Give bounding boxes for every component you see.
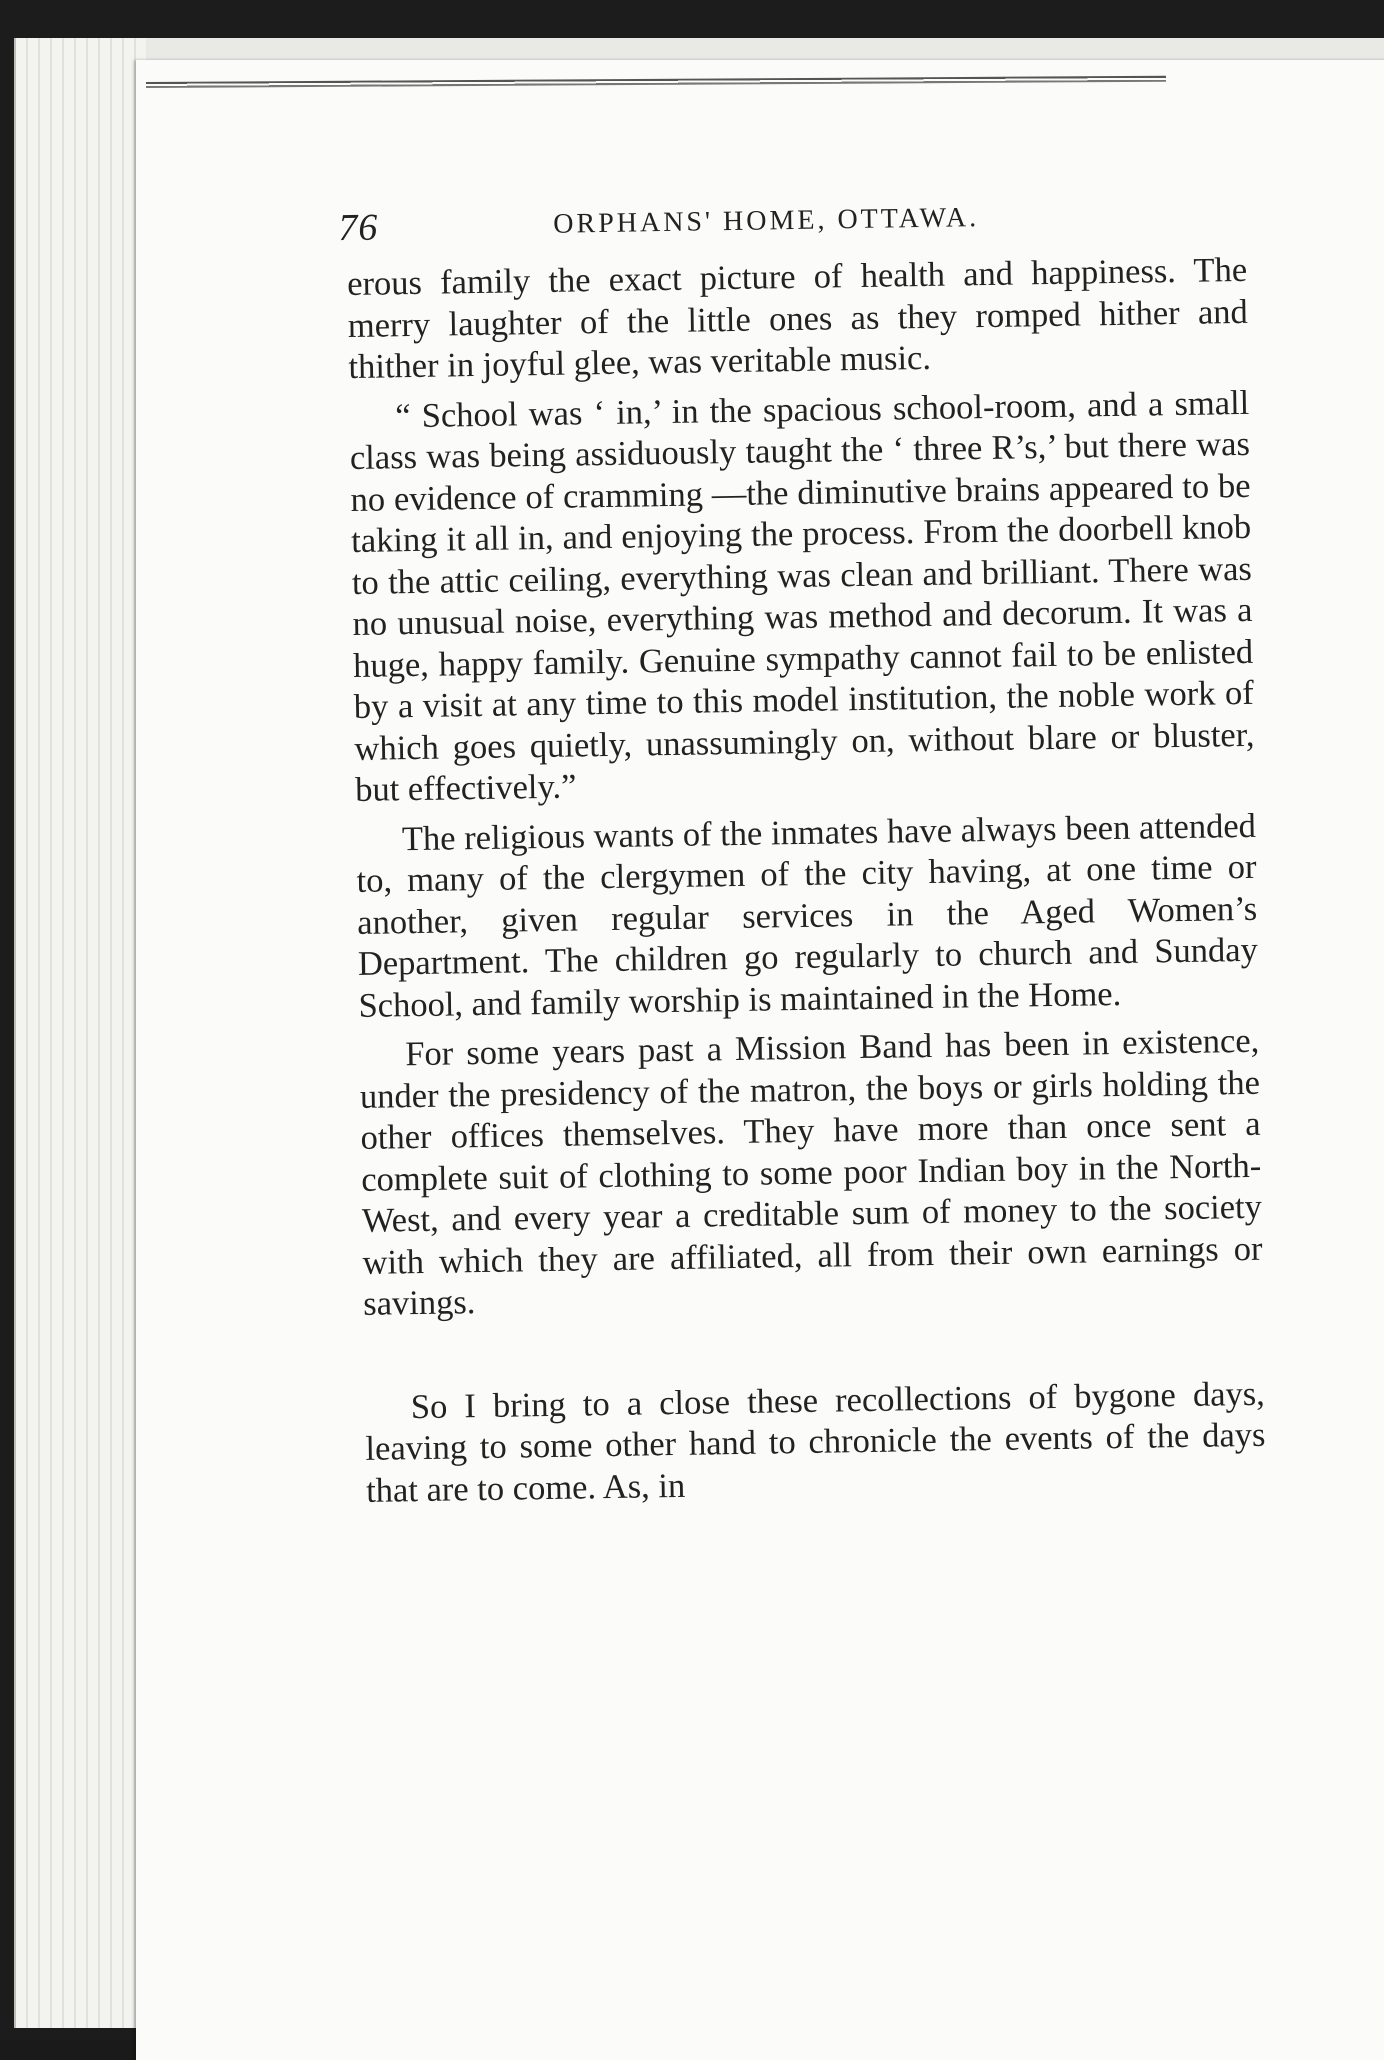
paragraph-5: So I bring to a close these recollections of bygone days, leaving to some other hand to chronicle the events of the days that are to come. As, in — [365, 1374, 1266, 1510]
paragraph-4: For some years past a Mission Band has been in existence, under the presidency of the matron, the boys or girls holding the other offices themselves. They have more than once sent a complete suit of clothing to some poor Indian boy in the North-West, and every year a creditable sum of money to the society with which they are affiliated, all from their own earnings or savings. — [359, 1021, 1263, 1323]
paragraph-3: The religious wants of the inmates have always been attended to, many of the clergymen of the city having, at one time or another, given regular services in the Aged Women’s Department. The children go regularly to church and Sunday School, and family worship is maintained in the Home. — [356, 806, 1259, 1025]
top-rule — [146, 76, 1166, 88]
paragraph-1: erous family the exact picture of health and happiness. The merry laughter of the little ones as they romped hither and thither in joyful glee, was veritable music. — [346, 250, 1249, 386]
body-text — [347, 250, 1266, 1512]
page-number: 76 — [338, 206, 379, 250]
page-content — [220, 191, 1301, 1521]
running-title: ORPHANS' HOME, OTTAWA. — [553, 202, 980, 240]
paragraph-2: “ School was ‘ in,’ in the spacious school-room, and a small class was being assiduously taught the ‘ three R’s,’ but there was no evidence of cramming —the diminutive brains appeared to be taking it all in, and enjoying the process. From the doorbell knob to the attic ceiling, everything was clean and brilliant. There was no unusual noise, everything was method and decorum. It was a huge, happy family. Genuine sympathy cannot fail to be enlisted by a visit at any time to this model institution, the noble work of which goes quietly, unassumingly on, without blare or bluster, but effectively.” — [349, 383, 1255, 809]
